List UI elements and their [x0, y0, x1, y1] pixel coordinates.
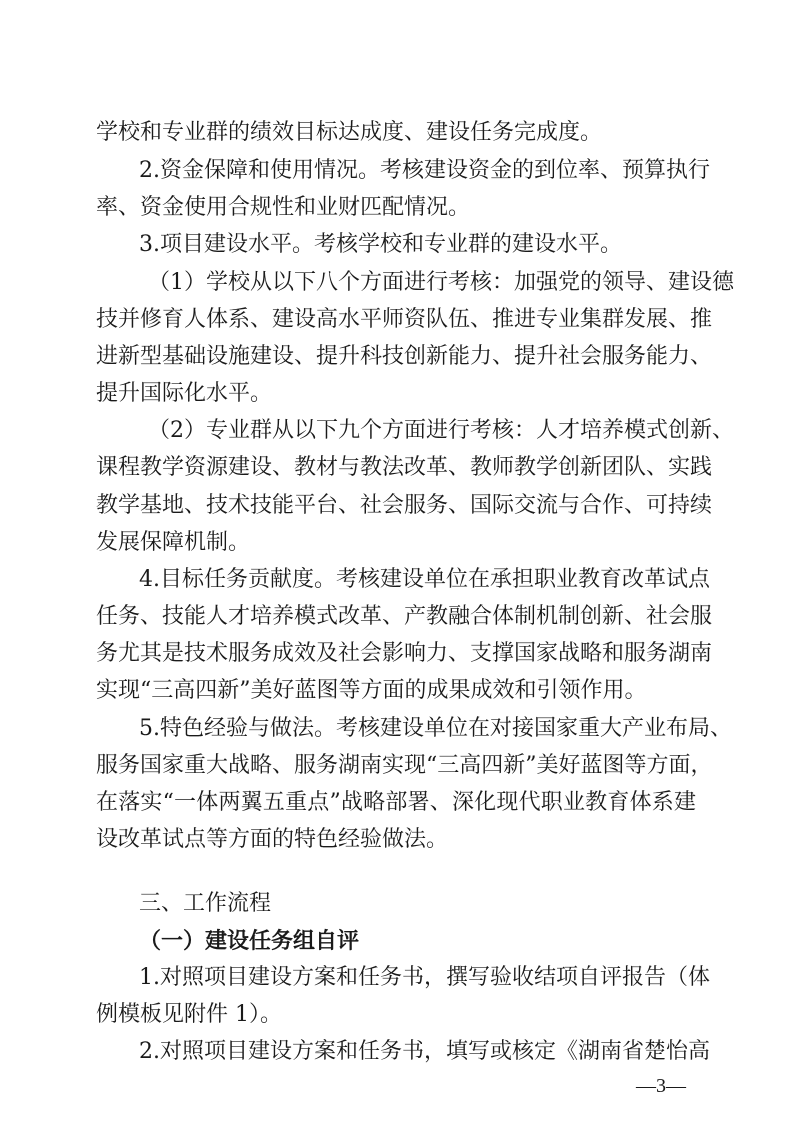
body-line: 实现“三高四新”美好蓝图等方面的成果成效和引领作用。 — [96, 678, 647, 703]
body-line: 课程教学资源建设、教材与教法改革、教师教学创新团队、实践 — [96, 455, 713, 480]
body-line: 在落实“一体两翼五重点”战略部署、深化现代职业教育体系建 — [96, 790, 696, 815]
body-line: 设改革试点等方面的特色经验做法。 — [96, 827, 449, 852]
body-line: 2.对照项目建设方案和任务书，填写或核定《湖南省楚怡高 — [139, 1039, 710, 1064]
body-line: 3.项目建设水平。考核学校和专业群的建设水平。 — [139, 232, 622, 257]
body-line: 教学基地、技术技能平台、社会服务、国际交流与合作、可持续 — [96, 493, 713, 518]
body-line: （1）学校从以下八个方面进行考核：加强党的领导、建设德 — [148, 270, 734, 295]
body-line: 例模板见附件 1）。 — [96, 1002, 282, 1027]
body-line: 1.对照项目建设方案和任务书，撰写验收结项自评报告（体 — [139, 965, 710, 990]
body-line: 4.目标任务贡献度。考核建设单位在承担职业教育改革试点 — [139, 567, 710, 592]
body-line: （2）专业群从以下九个方面进行考核：人才培养模式创新、 — [148, 418, 734, 443]
subsection-heading: （一）建设任务组自评 — [139, 928, 360, 954]
section-heading: 三、工作流程 — [139, 891, 272, 916]
body-line: 服务国家重大战略、服务湖南实现“三高四新”美好蓝图等方面， — [96, 753, 713, 778]
body-line: 2.资金保障和使用情况。考核建设资金的到位率、预算执行 — [139, 158, 710, 183]
body-line: 务尤其是技术服务成效及社会影响力、支撑国家战略和服务湖南 — [96, 641, 713, 666]
body-line: 发展保障机制。 — [96, 530, 251, 555]
body-line: 技并修育人体系、建设高水平师资队伍、推进专业集群发展、推 — [96, 307, 713, 332]
page-number: —3— — [636, 1075, 686, 1097]
body-line: 5.特色经验与做法。考核建设单位在对接国家重大产业布局、 — [139, 716, 732, 741]
body-line: 进新型基础设施建设、提升科技创新能力、提升社会服务能力、 — [96, 344, 713, 369]
body-line: 提升国际化水平。 — [96, 381, 273, 406]
body-line: 率、资金使用合规性和业财匹配情况。 — [96, 195, 471, 220]
body-line: 学校和专业群的绩效目标达成度、建设任务完成度。 — [96, 120, 603, 145]
body-line: 任务、技能人才培养模式改革、产教融合体制机制创新、社会服 — [96, 604, 713, 629]
